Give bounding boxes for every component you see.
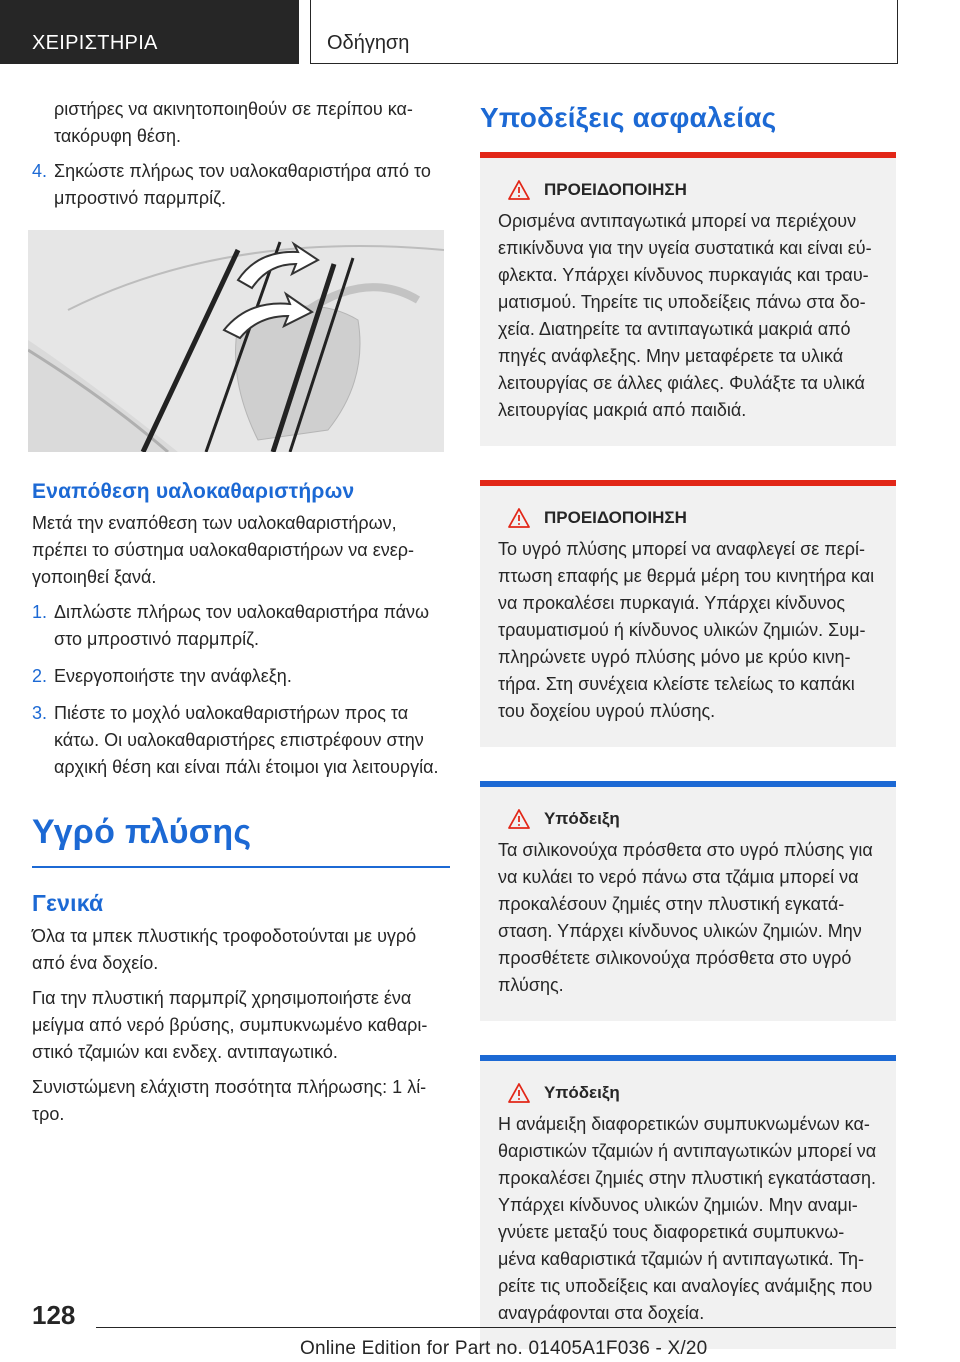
header-section-tab xyxy=(0,0,299,64)
box-text: Το υγρό πλύσης μπορεί να αναφλεγεί σε περί-πτωση επαφής με θερμά μέρη του κινητήρα και να προκαλέσει πυρκαγιά. Υπάρχει κίνδυνος τραυματισμού ή κίνδυνος υλικών ζημιών. Συμ-πληρώνετε υγρό πλύσης μόνο με κρύο κινη-τήρα. Στη συνέχεια κλείστε τελείως το καπάκι του δοχείου υγρού πλύσης. xyxy=(498,539,875,721)
box-heading xyxy=(498,1083,878,1103)
warning-box xyxy=(480,152,896,446)
step-number: 4. xyxy=(32,161,48,181)
safety-title: Υποδείξεις ασφαλείας xyxy=(480,102,777,133)
box-heading-label: Υπόδειξη xyxy=(544,809,620,828)
box-heading-label: ΠΡΟΕΙΔΟΠΟΙΗΣΗ xyxy=(544,508,687,527)
subsection-title-general: Γενικά xyxy=(32,889,104,916)
step-number: 3. xyxy=(32,703,48,723)
warning-triangle-icon xyxy=(508,508,530,528)
warning-box xyxy=(480,480,896,747)
section-title: Υγρό πλύσης xyxy=(32,813,252,851)
header-chapter-label: Οδήγηση xyxy=(327,32,410,54)
box-text: Τα σιλικονούχα πρόσθετα στο υγρό πλύσης για να κυλάει το νερό πάνω στα τζάμια μπορεί να προκαλέσουν ζημιές στην πλυστική εγκατά-σταση. Υπάρχει κίνδυνος υλικών ζημιών. Μην προσθέτετε σιλικονούχα πρόσθετα στο υγρό πλύσης. xyxy=(498,840,873,995)
step-text: Σηκώστε πλήρως τον υαλοκαθαριστήρα από το μπροστινό παρμπρίζ. xyxy=(54,161,431,208)
intro-continuation: ριστήρες να ακινητοποιηθούν σε περίπου κα-τακόρυφη θέση. xyxy=(54,99,413,146)
subsection-title: Εναπόθεση υαλοκαθαριστήρων xyxy=(32,480,355,503)
paragraph: Όλα τα μπεκ πλυστικής τροφοδοτούνται με υγρό από ένα δοχείο. xyxy=(32,925,417,973)
box-heading xyxy=(498,809,878,829)
intro-steps xyxy=(32,158,450,212)
box-text: Η ανάμειξη διαφορετικών συμπυκνωμένων κα-θαριστικών τζαμιών ή αντιπαγωτικών μπορεί να προκαλέσει ζημιές στην πλυστική εγκατάσταση. Υπάρχει κίνδυνος υλικών ζημιών. Μην αναμι-γνύετε μεταξύ τους διαφορετικά συμπυκνω-μένα καθαριστικά τζαμιών ή αντιπαγωτικά. Τη-ρείτε τις υποδείξεις και αναλογίες ανάμιξης που αναγράφονται στα δοχεία. xyxy=(498,1114,877,1323)
note-box xyxy=(480,1055,896,1349)
box-heading-label: Υπόδειξη xyxy=(544,1083,620,1102)
page-number: 128 xyxy=(32,1300,76,1330)
note-box xyxy=(480,781,896,1021)
left-column xyxy=(32,96,450,1136)
warning-triangle-icon xyxy=(508,1083,530,1103)
list-item xyxy=(32,663,450,690)
right-column xyxy=(480,96,896,1349)
box-text: Ορισμένα αντιπαγωτικά μπορεί να περιέχουν επικίνδυνα για την υγεία συστατικά και είναι εύ-φλεκτα. Υπάρχει κίνδυνος πυρκαγιάς και τραυ-ματισμού. Τηρείτε τις υποδείξεις πάνω στα δο-χεία. Διατηρείτε τα αντιπαγωτικά μακριά από πηγές ανάφλεξης. Μην μεταφέρετε τα υλικά λειτουργίας σε άλλες φιάλες. Φυλάξτε τα υλικά λειτουργίας μακριά από παιδιά. xyxy=(498,211,872,420)
paragraph: Συνιστώμενη ελάχιστη ποσότητα πλήρωσης: 1 λί-τρο. xyxy=(32,1076,427,1124)
step-text: Διπλώστε πλήρως τον υαλοκαθαριστήρα πάνω στο μπροστινό παρμπρίζ. xyxy=(54,602,430,649)
windshield-wiper-figure xyxy=(28,230,444,452)
box-heading xyxy=(498,180,878,200)
storage-steps xyxy=(32,599,450,781)
list-item xyxy=(32,158,450,212)
footer-divider xyxy=(96,1327,896,1328)
list-item xyxy=(32,599,450,653)
header-chapter-tab xyxy=(310,0,898,64)
section-divider xyxy=(32,866,450,868)
step-number: 2. xyxy=(32,666,48,686)
warning-triangle-icon xyxy=(508,809,530,829)
step-text: Ενεργοποιήστε την ανάφλεξη. xyxy=(54,666,292,686)
step-number: 1. xyxy=(32,602,48,622)
warning-triangle-icon xyxy=(508,180,530,200)
step-text: Πιέστε το μοχλό υαλοκαθαριστήρων προς τα κάτω. Οι υαλοκαθαριστήρες επιστρέφουν στην αρχική θέση και είναι πάλι έτοιμοι για λειτουργία. xyxy=(54,703,439,777)
box-heading xyxy=(498,508,878,528)
subsection-intro: Μετά την εναπόθεση των υαλοκαθαριστήρων, πρέπει το σύστημα υαλοκαθαριστήρων να ενερ-γοποιηθεί ξανά. xyxy=(32,513,414,587)
paragraph: Για την πλυστική παρμπρίζ χρησιμοποιήστε ένα μείγμα από νερό βρύσης, συμπυκνωμένο καθαρι-στικό τζαμιών και ενδεχ. αντιπαγωτικό. xyxy=(32,987,428,1062)
footer-edition: Online Edition for Part no. 01405A1F036 - X/20 xyxy=(300,1338,708,1359)
box-heading-label: ΠΡΟΕΙΔΟΠΟΙΗΣΗ xyxy=(544,180,687,199)
header-section-label: ΧΕΙΡΙΣΤΗΡΙΑ xyxy=(32,32,158,54)
windshield-wiper-illustration-icon xyxy=(28,230,444,452)
list-item xyxy=(32,700,450,781)
